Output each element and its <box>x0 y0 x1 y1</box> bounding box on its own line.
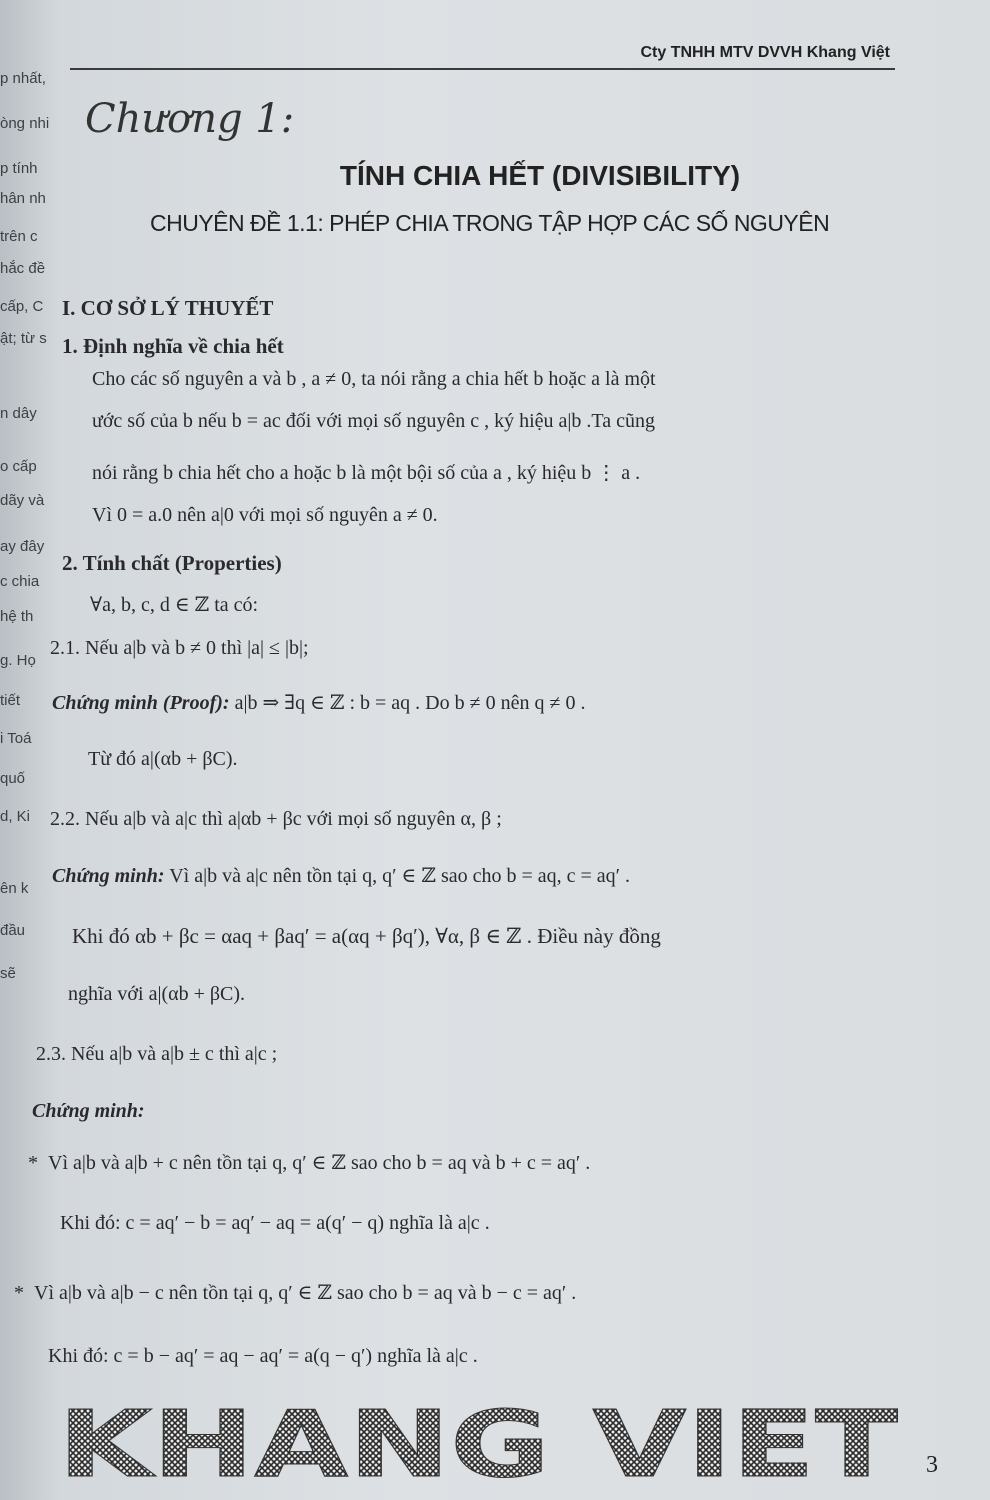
bleed-text: c chia <box>0 573 40 590</box>
bleed-text: tiết <box>0 692 21 709</box>
asterisk-bullet-icon: * <box>28 1152 38 1174</box>
bleed-text: hân nh <box>0 190 46 207</box>
proof-conclusion: Khi đó: c = aq′ − b = aq′ − aq = a(q′ − q) nghĩa là a|c . <box>60 1212 490 1234</box>
watermark-text: KHANG VIET <box>58 1402 898 1482</box>
bleed-text: quố <box>0 770 26 787</box>
proof-text: a|b ⇒ ∃q ∈ ℤ : b = aq . Do b ≠ 0 nên q ≠ 0 . <box>229 692 586 714</box>
proof-label: Chứng minh: <box>52 865 165 887</box>
watermark-logo <box>58 1402 898 1482</box>
bleed-text: trên c <box>0 228 38 245</box>
properties-heading: 2. Tính chất (Properties) <box>62 551 282 575</box>
proof-text: Vì a|b và a|b + c nên tồn tại q, q′ ∈ ℤ sao cho b = aq và b + c = aq′ . <box>48 1152 591 1174</box>
chapter-heading: Chương 1: <box>85 96 295 142</box>
definition-line: Vì 0 = a.0 nên a|0 với mọi số nguyên a ≠ 0. <box>92 504 438 526</box>
page-title: TÍNH CHIA HẾT (DIVISIBILITY) <box>339 160 741 191</box>
definition-line: nói rằng b chia hết cho a hoặc b là một bội số của a , ký hiệu b ⋮ a . <box>92 462 641 484</box>
proof-text: Vì a|b và a|c nên tồn tại q, q′ ∈ ℤ sao cho b = aq, c = aq′ . <box>164 865 631 887</box>
bleed-text: dãy và <box>0 492 45 509</box>
bleed-text: hệ th <box>0 608 34 625</box>
bleed-text: đầu <box>0 922 26 939</box>
definition-line: ước số của b nếu b = ac đối với mọi số nguyên c , ký hiệu a|b .Ta cũng <box>92 410 655 432</box>
property-2-1: 2.1. Nếu a|b và b ≠ 0 thì |a| ≤ |b|; <box>50 637 309 659</box>
proof-conclusion: Khi đó: c = b − aq′ = aq − aq′ = a(q − q′) nghĩa là a|c . <box>48 1345 478 1367</box>
header-rule <box>70 68 895 70</box>
properties-intro: ∀a, b, c, d ∈ ℤ ta có: <box>90 594 259 616</box>
bleed-text: ay đây <box>0 538 45 555</box>
section-heading: I. CƠ SỞ LÝ THUYẾT <box>62 296 274 320</box>
bleed-text: o cấp <box>0 458 37 475</box>
proof-label: Chứng minh: <box>32 1100 145 1122</box>
proof-conclusion: Từ đó a|(αb + βC). <box>88 748 238 770</box>
bleed-text: n dây <box>0 405 37 422</box>
bleed-text: sẽ <box>0 965 16 982</box>
bleed-text: òng nhi <box>0 115 50 132</box>
property-2-2: 2.2. Nếu a|b và a|c thì a|αb + βc với mọi số nguyên α, β ; <box>50 808 502 830</box>
property-2-3: 2.3. Nếu a|b và a|b ± c thì a|c ; <box>36 1043 278 1065</box>
running-header: Cty TNHH MTV DVVH Khang Việt <box>640 44 890 61</box>
bleed-text: i Toá <box>0 730 32 747</box>
bleed-text: g. Họ <box>0 652 36 669</box>
bleed-text: hắc đề <box>0 260 46 277</box>
proof-conclusion: nghĩa với a|(αb + βC). <box>68 983 246 1005</box>
bleed-text: p nhất, <box>0 70 46 87</box>
proof-case <box>28 1150 590 1175</box>
bleed-text: p tính <box>0 160 38 177</box>
proof-line <box>52 690 585 715</box>
proof-label: Chứng minh (Proof): <box>52 692 230 714</box>
bleed-text: ên k <box>0 880 29 897</box>
proof-line: Khi đó αb + βc = αaq + βaq′ = a(αq + βq′), ∀α, β ∈ ℤ . Điều này đồng <box>72 924 661 948</box>
topic-subtitle: CHUYÊN ĐỀ 1.1: PHÉP CHIA TRONG TẬP HỢP CÁC SỐ NGUYÊN <box>150 210 830 236</box>
bleed-text: d, Ki <box>0 808 31 825</box>
proof-text: Vì a|b và a|b − c nên tồn tại q, q′ ∈ ℤ sao cho b = aq và b − c = aq′ . <box>34 1282 577 1304</box>
definition-line: Cho các số nguyên a và b , a ≠ 0, ta nói rằng a chia hết b hoặc a là một <box>92 368 656 390</box>
proof-case <box>14 1280 576 1305</box>
proof-line <box>52 863 630 888</box>
asterisk-bullet-icon: * <box>14 1282 24 1304</box>
bleed-text: ật; từ s <box>0 330 47 347</box>
definition-heading: 1. Định nghĩa về chia hết <box>62 334 284 358</box>
page-number: 3 <box>926 1452 938 1478</box>
bleed-text: cấp, C <box>0 298 44 315</box>
